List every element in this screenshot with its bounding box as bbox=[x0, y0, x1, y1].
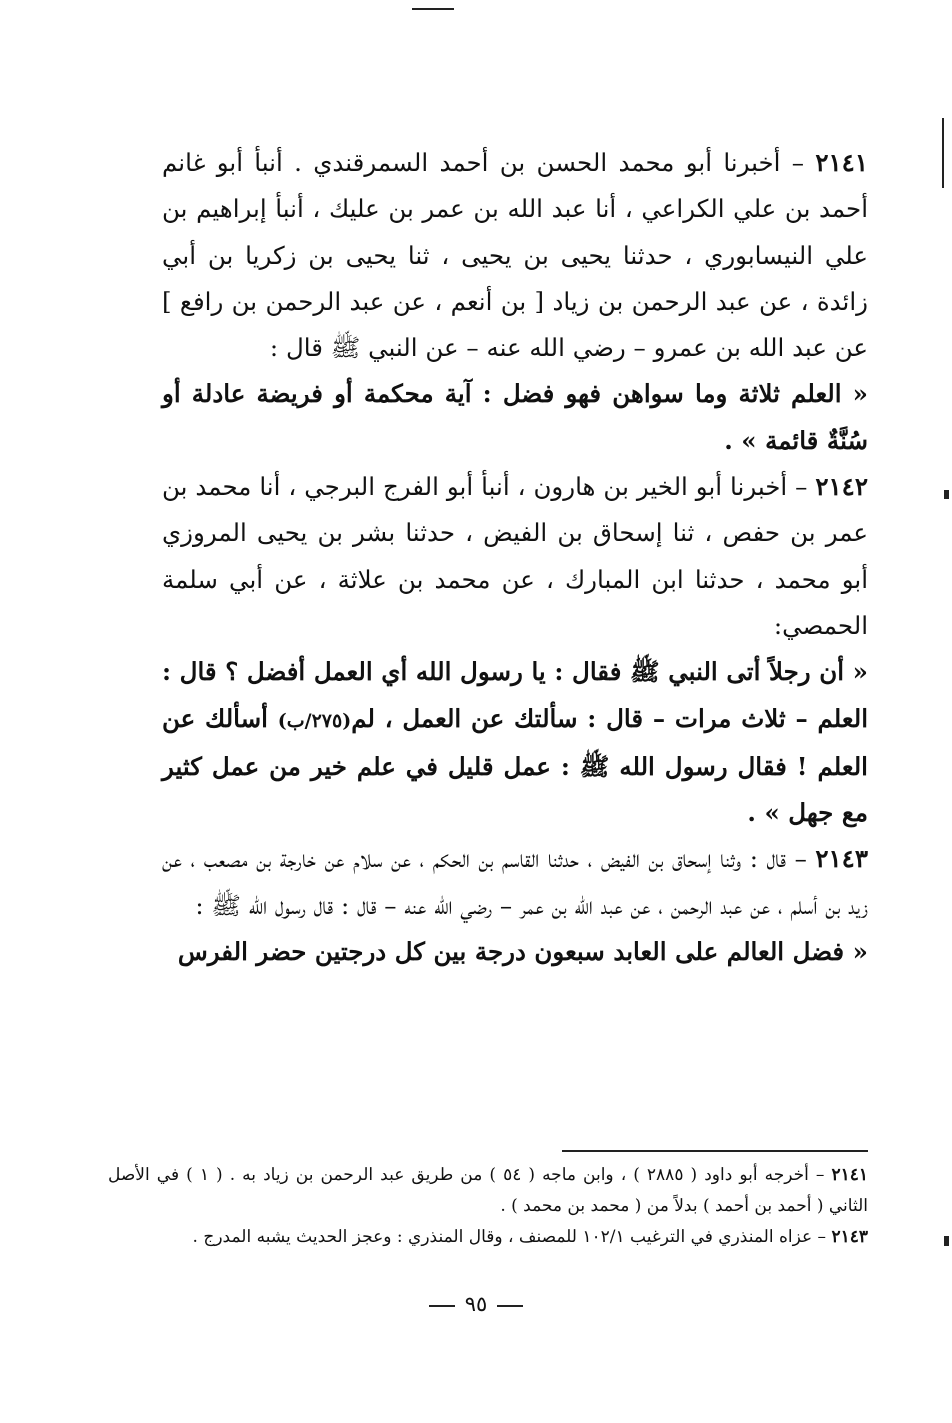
hadith-quote bbox=[162, 649, 868, 836]
hadith-2141 bbox=[162, 140, 868, 371]
dash-right bbox=[429, 1305, 455, 1307]
dash-left bbox=[497, 1305, 523, 1307]
edge-mark-dot-1 bbox=[944, 490, 949, 499]
hadith-quote: « فضل العالم على العابد سبعون درجة بين كل درجتين حضر الفرس bbox=[177, 937, 868, 967]
footnote-2141 bbox=[108, 1160, 868, 1222]
footnote-text: – عزاه المنذري في الترغيب ١٠٢/١ للمصنف ، وقال المنذري : وعجز الحديث يشبه المدرج . bbox=[192, 1227, 832, 1247]
page-number bbox=[0, 1292, 952, 1316]
edge-mark-right bbox=[942, 118, 944, 188]
footnote-2143 bbox=[108, 1222, 868, 1253]
hadith-quote: « العلم ثلاثة وما سواهن فهو فضل : آية محكمة أو فريضة عادلة أو سُنَّةٌ قائمة » . bbox=[162, 379, 868, 455]
main-text bbox=[162, 140, 868, 975]
isnad-text: – أخبرنا أبو محمد الحسن بن أحمد السمرقندي . أنبأ أبو غانم أحمد بن علي الكراعي ، أنا عبد الله بن عمر بن عليك ، أنبأ إبراهيم بن علي النيسابوري ، حدثنا يحيى بن يحيى ، ثنا يحيى بن زكريا بن أبي زائدة ، عن عبد الرحمن بن زياد [ بن أنعم ، عن عبد الرحمن بن رافع ] عن عبد الله بن عمرو – رضي الله عنه – عن النبي ﷺ قال : bbox=[162, 148, 868, 363]
page-number-value: ٩٥ bbox=[464, 1292, 488, 1316]
top-rule bbox=[412, 8, 454, 10]
quote-part-b: أسألك عن العلم ! فقال رسول الله ﷺ : عمل قليل في علم خير من عمل كثير مع جهل » . bbox=[162, 703, 868, 828]
quote-part-a: « أن رجلاً أتى النبي ﷺ فقال : يا رسول الله أي العمل أفضل ؟ قال : العلم – ثلاث مرات – قال : سألتك عن العمل ، لم bbox=[162, 657, 868, 733]
hadith-number: ٢١٤١ bbox=[815, 148, 868, 177]
footnote-number: ٢١٤٣ bbox=[831, 1227, 868, 1247]
footnote-rule bbox=[562, 1150, 868, 1152]
footnotes bbox=[108, 1160, 868, 1253]
folio-marker: (٢٧٥/ب) bbox=[277, 709, 352, 732]
edge-mark-dot-2 bbox=[944, 1236, 949, 1246]
hadith-2143 bbox=[162, 836, 868, 929]
footnote-number: ٢١٤١ bbox=[831, 1165, 868, 1185]
hadith-number: ٢١٤٢ bbox=[815, 472, 868, 502]
footnote-text: – أخرجه أبو داود ( ٢٨٨٥ ) ، وابن ماجه ( ٥٤ ) من طريق عبد الرحمن بن زياد به . ( ١ ) في الأصل الثاني ( أحمد بن أحمد ) بدلاً من ( محمد بن محمد ) . bbox=[108, 1165, 868, 1216]
hadith-number: ٢١٤٣ bbox=[815, 844, 868, 874]
hadith-2142 bbox=[162, 464, 868, 649]
isnad-text: – قال : وثنا إسحاق بن الفيض ، حدثنا القاسم بن الحكم ، عن سلام عن خارجة بن مصعب ، عن زيد بن أسلم ، عن عبد الرحمن ، عن عبد الله بن عمر – رضي الله عنه – قال : قال رسول الله ﷺ : bbox=[162, 844, 868, 920]
isnad-text: – أخبرنا أبو الخير بن هارون ، أنبأ أبو الفرج البرجي ، أنا محمد بن عمر بن حفص ، ثنا إسحاق بن الفيض ، حدثنا بشر بن يحيى المروزي أبو محمد ، حدثنا ابن المبارك ، عن محمد بن علاثة ، عن أبي سلمة الحمصي: bbox=[162, 472, 868, 640]
